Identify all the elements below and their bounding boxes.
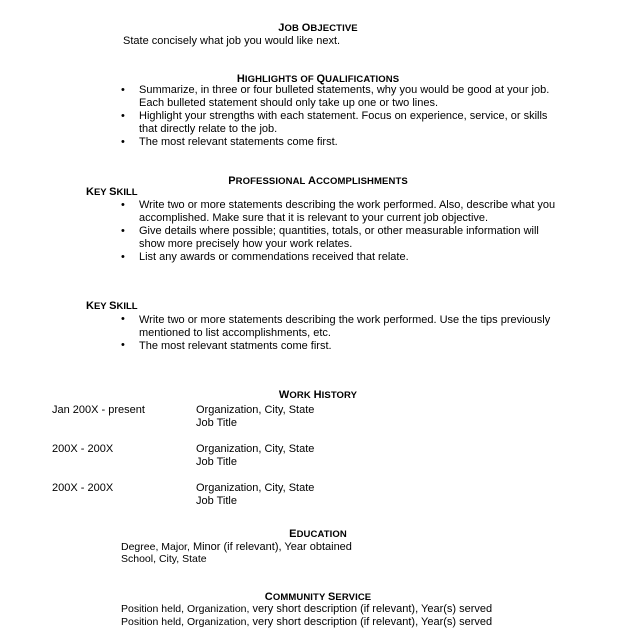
community-position: Position held, Organization, <box>121 616 250 628</box>
accomplishment-line: The most relevant statments come first. <box>139 340 332 352</box>
work-organization: Organization, City, State <box>196 482 315 494</box>
accomplishment-line: show more precisely how your work relates. <box>139 238 353 250</box>
highlight-line: Each bulleted statement should only take up one or two lines. <box>139 97 439 109</box>
education-heading: EDUCATION <box>289 528 347 540</box>
community-row <box>121 616 492 629</box>
bullet-symbol: • <box>121 225 125 237</box>
work-dates: 200X - 200X <box>52 482 114 494</box>
community-description: very short description (if relevant), Year(s) served <box>252 616 493 628</box>
accomplishment-item <box>139 199 589 225</box>
bullet-symbol: • <box>121 110 125 122</box>
education-minor-year: Minor (if relevant), Year obtained <box>192 541 352 553</box>
accomplishment-line: accomplished. Make sure that it is relevant to your current job objective. <box>139 212 489 224</box>
key-skill-label: KEY SKILL <box>86 300 138 312</box>
work-job-title: Job Title <box>196 417 237 429</box>
accomplishments-heading: PROFESSIONAL ACCOMPLISHMENTS <box>228 175 408 187</box>
community-row <box>121 603 492 616</box>
bullet-symbol: • <box>121 251 125 263</box>
accomplishment-item <box>139 340 589 353</box>
work-dates: Jan 200X - present <box>52 404 145 416</box>
key-skill-label: KEY SKILL <box>86 186 138 198</box>
highlights-heading: HIGHLIGHTS OF QUALIFICATIONS <box>236 73 400 85</box>
bullet-symbol: • <box>121 199 125 211</box>
work-dates: 200X - 200X <box>52 443 114 455</box>
accomplishment-item <box>139 225 589 251</box>
accomplishment-line: Write two or more statements describing the work performed. Use the tips previously <box>139 314 551 326</box>
bullet-symbol: • <box>121 313 125 325</box>
accomplishment-line: mentioned to list accomplishments, etc. <box>139 327 331 339</box>
education-school: School, City, State <box>121 553 207 565</box>
job-objective-heading: JOB OBJECTIVE <box>278 22 358 34</box>
highlight-line: that directly relate to the job. <box>139 123 278 135</box>
community-description: very short description (if relevant), Year(s) served <box>252 603 493 615</box>
work-organization: Organization, City, State <box>196 404 315 416</box>
work-organization: Organization, City, State <box>196 443 315 455</box>
accomplishment-line: Write two or more statements describing the work performed. Also, describe what you <box>139 199 556 211</box>
highlight-item <box>139 110 589 136</box>
job-objective-text: State concisely what job you would like next. <box>123 35 341 47</box>
work-history-heading: WORK HISTORY <box>278 389 358 401</box>
highlight-line: Summarize, in three or four bulleted statements, why you would be good at your job. <box>139 84 550 96</box>
bullet-symbol: • <box>121 136 125 148</box>
accomplishment-line: List any awards or commendations received that relate. <box>139 251 409 263</box>
bullet-symbol: • <box>121 339 125 351</box>
accomplishment-item <box>139 251 589 264</box>
work-job-title: Job Title <box>196 456 237 468</box>
highlight-line: The most relevant statements come first. <box>139 136 338 148</box>
accomplishment-line: Give details where possible; quantities, totals, or other measurable information will <box>139 225 539 237</box>
community-position: Position held, Organization, <box>121 603 250 615</box>
highlight-line: Highlight your strengths with each statement. Focus on experience, service, or skills <box>139 110 548 122</box>
community-heading: COMMUNITY SERVICE <box>264 591 372 603</box>
highlight-item <box>139 136 589 149</box>
work-job-title: Job Title <box>196 495 237 507</box>
education-degree-major: Degree, Major, <box>121 541 190 553</box>
bullet-symbol: • <box>121 84 125 96</box>
highlight-item <box>139 84 589 110</box>
accomplishment-item <box>139 314 589 340</box>
